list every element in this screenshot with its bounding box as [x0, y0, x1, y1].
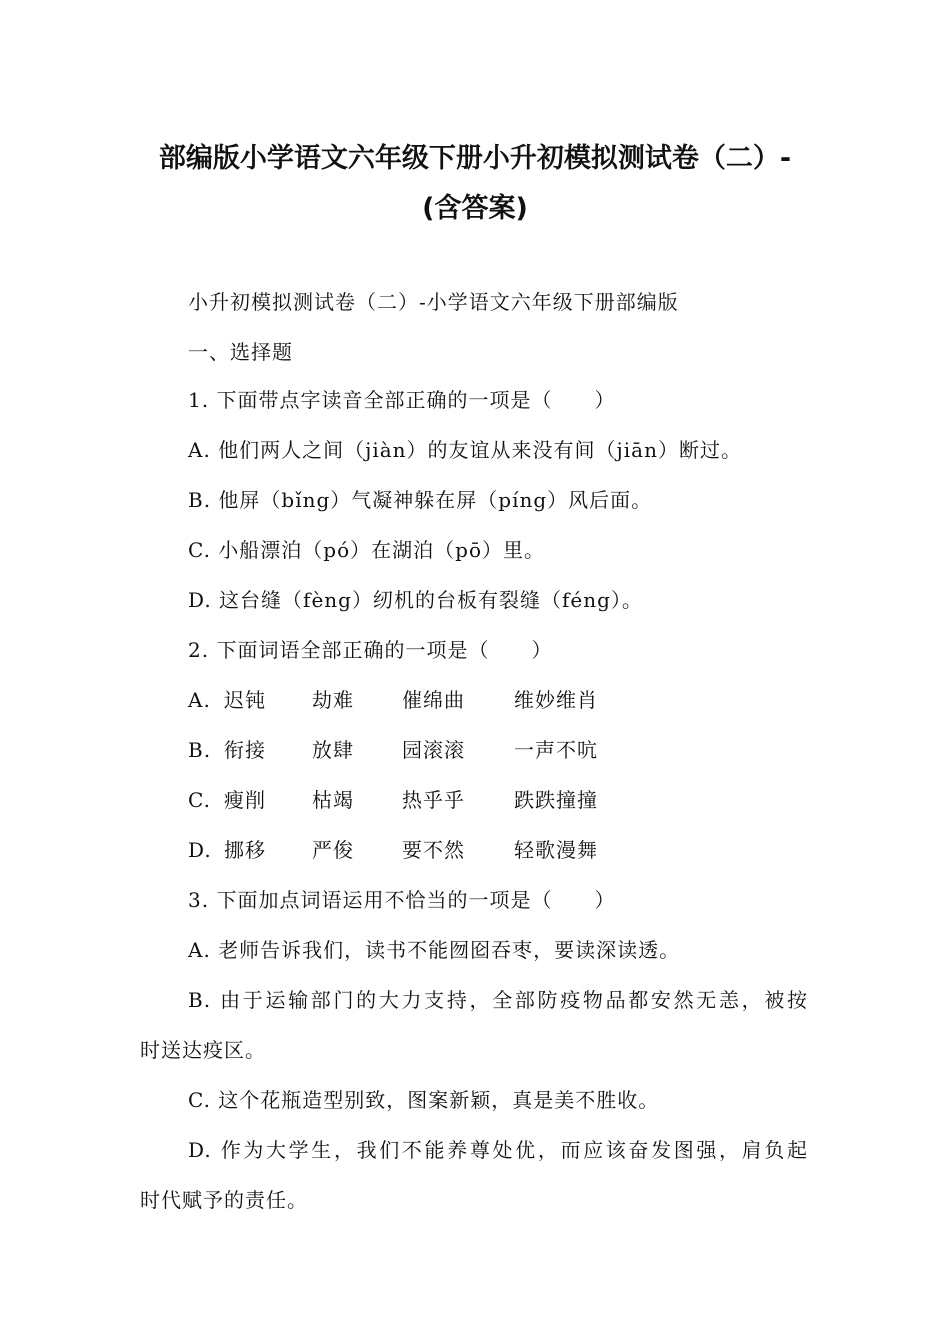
- question-3-option-a: A. 老师告诉我们，读书不能囫囵吞枣，要读深读透。: [188, 938, 681, 962]
- option-word: 枯竭: [312, 788, 354, 812]
- question-3-stem: 3. 下面加点词语运用不恰当的一项是（ ）: [188, 888, 616, 912]
- question-3-option-b-line2: 时送达疫区。: [140, 1038, 266, 1062]
- option-word: 一声不吭: [514, 738, 598, 762]
- question-1-option-d: D. 这台缝（fèng）纫机的台板有裂缝（féng）。: [188, 588, 643, 612]
- question-1-option-b: B. 他屏（bǐng）气凝神躲在屏（píng）风后面。: [188, 488, 653, 512]
- option-label: B.: [188, 738, 212, 762]
- question-2-stem: 2. 下面词语全部正确的一项是（ ）: [188, 638, 553, 662]
- option-word: 跌跌撞撞: [514, 788, 598, 812]
- question-1-stem: 1. 下面带点字读音全部正确的一项是（ ）: [188, 388, 616, 412]
- option-word: 要不然: [402, 838, 465, 862]
- document-title-line2: (含答案): [422, 193, 528, 224]
- option-label: C.: [188, 788, 211, 812]
- option-word: 衔接: [224, 738, 266, 762]
- option-word: 放肆: [312, 738, 354, 762]
- option-label: D.: [188, 838, 212, 862]
- question-3-option-c: C. 这个花瓶造型别致，图案新颖，真是美不胜收。: [188, 1088, 660, 1112]
- option-word: 热乎乎: [402, 788, 465, 812]
- option-word: 维妙维肖: [514, 688, 598, 712]
- option-word: 瘦削: [224, 788, 266, 812]
- question-3-option-d-line1: D. 作为大学生，我们不能养尊处优，而应该奋发图强，肩负起: [188, 1138, 808, 1162]
- option-word: 迟钝: [224, 688, 266, 712]
- option-word: 轻歌漫舞: [514, 838, 598, 862]
- question-1-option-a: A. 他们两人之间（jiàn）的友谊从来没有间（jiān）断过。: [188, 438, 742, 462]
- document-title-line1: 部编版小学语文六年级下册小升初模拟测试卷（二）-: [158, 143, 792, 174]
- option-label: A.: [188, 688, 211, 712]
- option-word: 劫难: [312, 688, 354, 712]
- question-3-option-b-line1: B. 由于运输部门的大力支持，全部防疫物品都安然无恙，被按: [188, 988, 808, 1012]
- option-word: 园滚滚: [402, 738, 465, 762]
- section-heading: 一、选择题: [188, 340, 293, 364]
- option-word: 催绵曲: [402, 688, 465, 712]
- question-3-option-d-line2: 时代赋予的责任。: [140, 1188, 308, 1212]
- question-1-option-c: C. 小船漂泊（pó）在湖泊（pō）里。: [188, 538, 545, 562]
- subtitle: 小升初模拟测试卷（二）-小学语文六年级下册部编版: [188, 290, 679, 314]
- option-word: 严俊: [312, 838, 354, 862]
- option-word: 挪移: [224, 838, 266, 862]
